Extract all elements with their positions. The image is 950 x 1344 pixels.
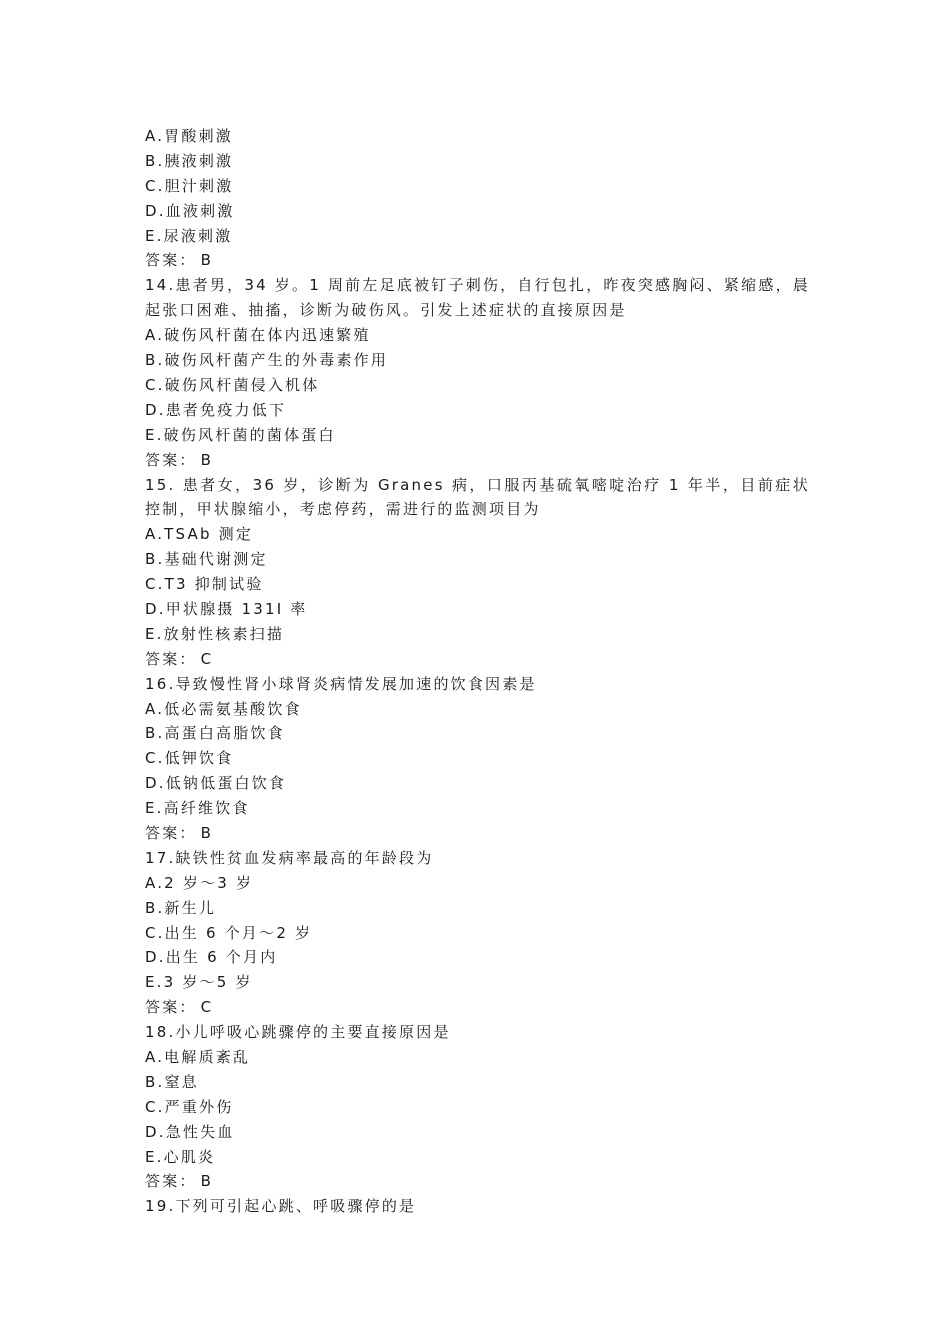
answer-label: 答案： bbox=[145, 450, 197, 469]
question-stem: 15. 患者女，36 岁，诊断为 Granes 病，口服丙基硫氧嘧啶治疗 1 年半，目前症状控制，甲状腺缩小，考虑停药，需进行的监测项目为 bbox=[145, 475, 810, 519]
option-a: A.胃酸刺激 bbox=[145, 127, 233, 145]
option-a: A.TSAb 测定 bbox=[145, 525, 254, 544]
option-a: A.2 岁～3 岁 bbox=[145, 873, 254, 892]
question-17 bbox=[145, 846, 810, 1020]
answer-line bbox=[145, 248, 810, 273]
answer-value: B bbox=[200, 251, 214, 270]
option-b: B.窒息 bbox=[145, 1072, 199, 1091]
answer-value: B bbox=[200, 450, 214, 469]
answer-line bbox=[145, 448, 810, 473]
option-d: D.出生 6 个月内 bbox=[145, 948, 278, 967]
option-d: D.急性失血 bbox=[145, 1122, 235, 1141]
answer-line bbox=[145, 1169, 810, 1194]
option-e: E.破伤风杆菌的菌体蛋白 bbox=[145, 425, 336, 444]
answer-label: 答案： bbox=[145, 1172, 197, 1191]
answer-value: B bbox=[200, 1172, 214, 1191]
question-13 bbox=[145, 124, 810, 273]
answer-label: 答案： bbox=[145, 649, 197, 668]
option-a: A.电解质紊乱 bbox=[145, 1048, 251, 1067]
option-b: B.新生儿 bbox=[145, 898, 217, 917]
option-c: C.低钾饮食 bbox=[145, 749, 234, 768]
option-b: B.胰液刺激 bbox=[145, 151, 234, 170]
option-a: A.破伤风杆菌在体内迅速繁殖 bbox=[145, 326, 371, 345]
question-15 bbox=[145, 473, 810, 672]
answer-label: 答案： bbox=[145, 824, 197, 842]
question-stem: 18.小儿呼吸心跳骤停的主要直接原因是 bbox=[145, 1023, 451, 1042]
option-e: E.高纤维饮食 bbox=[145, 799, 250, 818]
answer-label: 答案： bbox=[145, 998, 197, 1017]
option-c: C.T3 抑制试验 bbox=[145, 575, 264, 594]
option-e: E.3 岁～5 岁 bbox=[145, 973, 253, 992]
option-d: D.血液刺激 bbox=[145, 201, 235, 220]
option-e: E.尿液刺激 bbox=[145, 226, 233, 245]
option-e: E.心肌炎 bbox=[145, 1147, 216, 1166]
answer-value: C bbox=[200, 649, 214, 668]
option-b: B.高蛋白高脂饮食 bbox=[145, 724, 285, 743]
answer-value: C bbox=[200, 998, 214, 1017]
option-e: E.放射性核素扫描 bbox=[145, 624, 285, 643]
option-d: D.患者免疫力低下 bbox=[145, 400, 287, 419]
document-page bbox=[145, 124, 810, 1219]
answer-line bbox=[145, 647, 810, 672]
option-c: C.出生 6 个月～2 岁 bbox=[145, 923, 313, 942]
question-19 bbox=[145, 1194, 810, 1219]
answer-line bbox=[145, 995, 810, 1020]
question-stem: 14.患者男，34 岁。1 周前左足底被钉子刺伤，自行包扎，昨夜突感胸闷、紧缩感，晨起张口困难、抽搐，诊断为破伤风。引发上述症状的直接原因是 bbox=[145, 276, 810, 320]
answer-value: B bbox=[200, 824, 214, 842]
question-stem: 19.下列可引起心跳、呼吸骤停的是 bbox=[145, 1197, 417, 1216]
option-d: D.低钠低蛋白饮食 bbox=[145, 774, 287, 793]
question-stem: 17.缺铁性贫血发病率最高的年龄段为 bbox=[145, 848, 434, 867]
question-stem: 16.导致慢性肾小球肾炎病情发展加速的饮食因素是 bbox=[145, 674, 537, 693]
answer-line bbox=[145, 821, 810, 846]
option-d: D.甲状腺摄 131Ⅰ 率 bbox=[145, 599, 308, 618]
option-c: C.胆汁刺激 bbox=[145, 176, 234, 195]
question-18 bbox=[145, 1020, 810, 1194]
option-a: A.低必需氨基酸饮食 bbox=[145, 699, 302, 718]
option-b: B.基础代谢测定 bbox=[145, 550, 268, 569]
option-b: B.破伤风杆菌产生的外毒素作用 bbox=[145, 351, 389, 370]
option-c: C.严重外伤 bbox=[145, 1097, 234, 1116]
answer-label: 答案： bbox=[145, 251, 197, 270]
option-c: C.破伤风杆菌侵入机体 bbox=[145, 375, 320, 394]
question-16 bbox=[145, 672, 810, 846]
question-14 bbox=[145, 273, 810, 472]
